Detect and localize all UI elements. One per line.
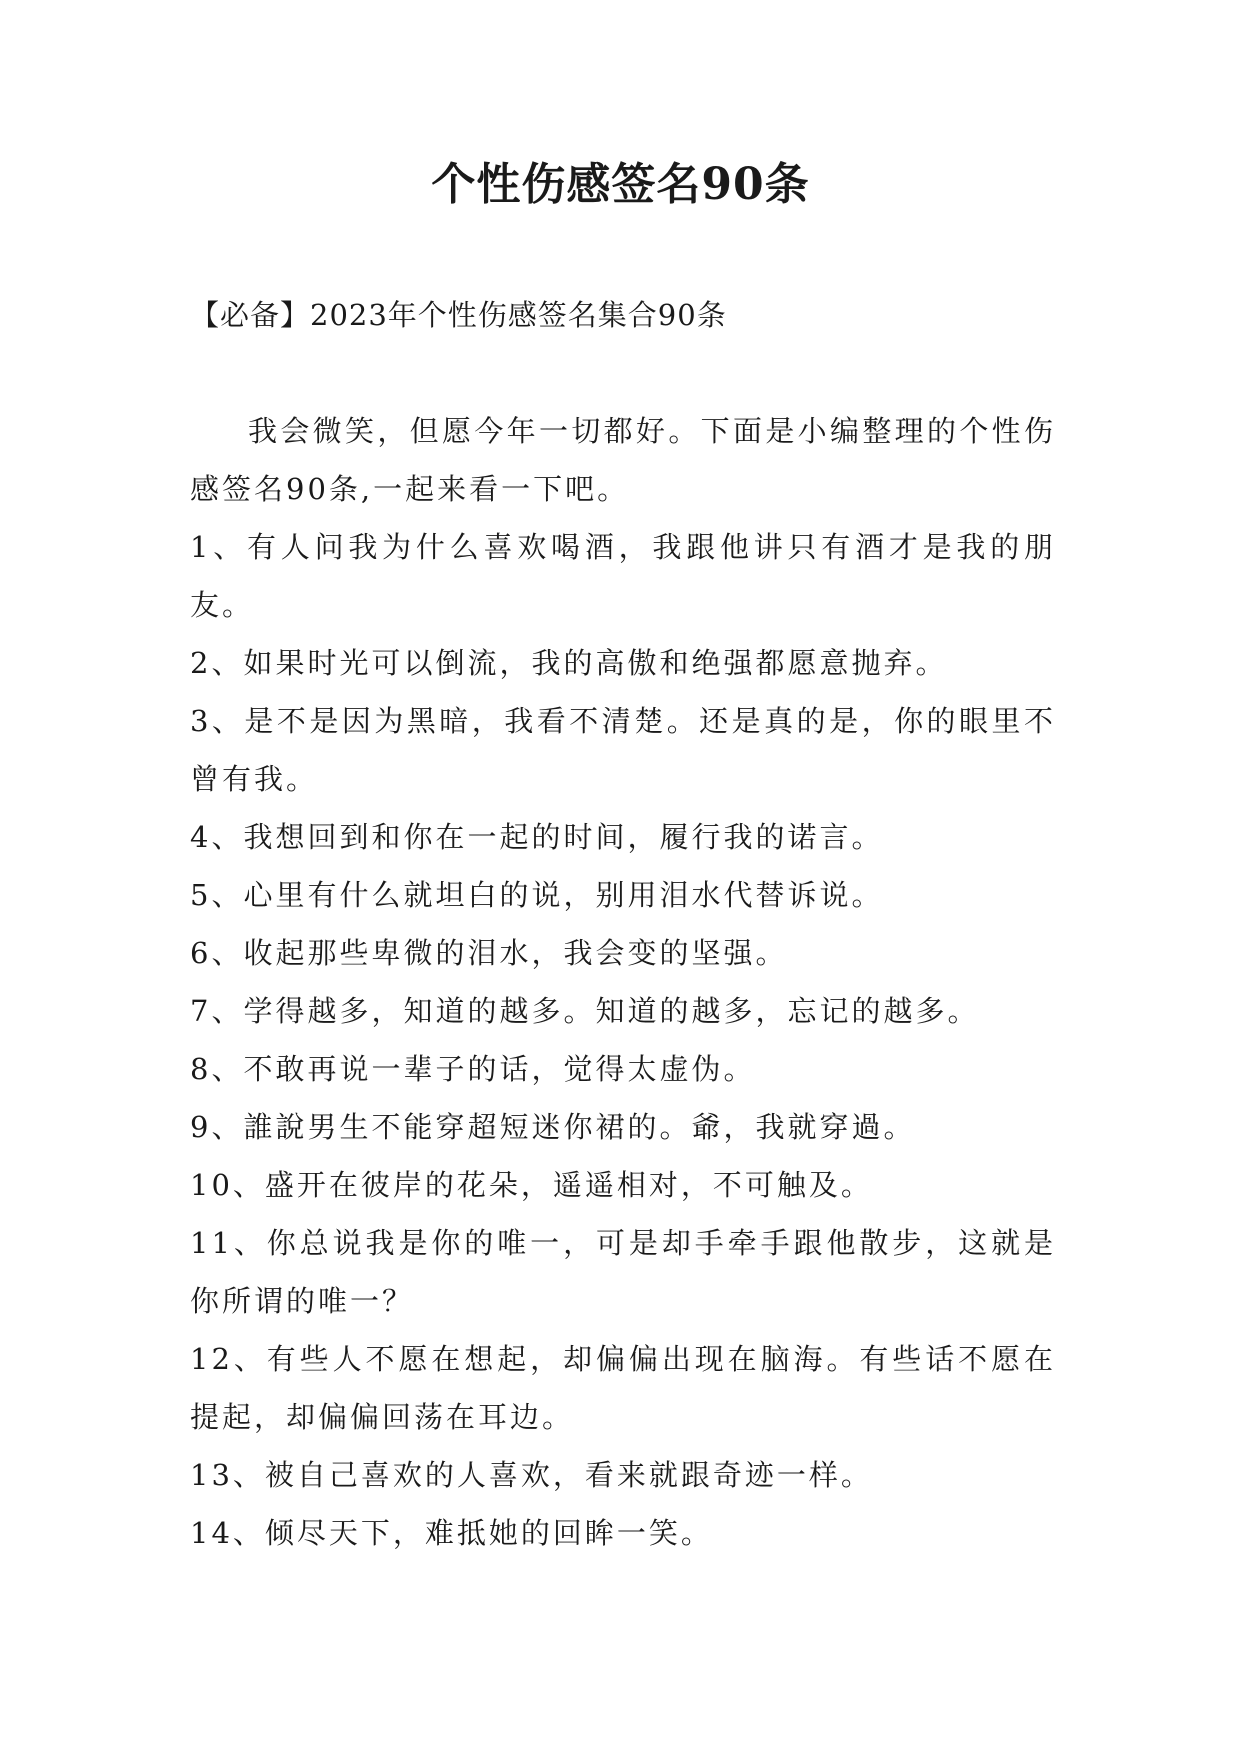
list-item: 9、誰說男生不能穿超短迷你裙的。爺，我就穿過。: [190, 1110, 916, 1144]
list-item: 11、你总说我是你的唯一，可是却手牵手跟他散步，这就是你所谓的唯一？: [190, 1226, 1056, 1318]
list-item: 1、有人问我为什么喜欢喝酒，我跟他讲只有酒才是我的朋友。: [190, 530, 1056, 622]
list-item: 4、我想回到和你在一起的时间，履行我的诺言。: [190, 820, 884, 854]
list-item: 6、收起那些卑微的泪水，我会变的坚强。: [190, 936, 788, 970]
list-item: 12、有些人不愿在想起，却偏偏出现在脑海。有些话不愿在提起，却偏偏回荡在耳边。: [190, 1342, 1056, 1434]
list-item: 8、不敢再说一辈子的话，觉得太虚伪。: [190, 1052, 756, 1086]
document-body: [190, 402, 1056, 1562]
list-item: 13、被自己喜欢的人喜欢，看来就跟奇迹一样。: [190, 1458, 873, 1492]
list-item: 5、心里有什么就坦白的说，别用泪水代替诉说。: [190, 878, 884, 912]
document-subtitle: 【必备】2023年个性伤感签名集合90条: [190, 298, 727, 332]
document-title: 个性伤感签名90条: [431, 159, 810, 210]
list-item: 14、倾尽天下，难抵她的回眸一笑。: [190, 1516, 713, 1550]
list-item: 10、盛开在彼岸的花朵，遥遥相对，不可触及。: [190, 1168, 873, 1202]
intro-paragraph: 我会微笑，但愿今年一切都好。下面是小编整理的个性伤感签名90条,一起来看一下吧。: [190, 414, 1056, 506]
list-item: 2、如果时光可以倒流，我的高傲和绝强都愿意抛弃。: [190, 646, 948, 680]
list-item: 7、学得越多，知道的越多。知道的越多，忘记的越多。: [190, 994, 980, 1028]
list-item: 3、是不是因为黑暗，我看不清楚。还是真的是，你的眼里不曾有我。: [190, 704, 1056, 796]
